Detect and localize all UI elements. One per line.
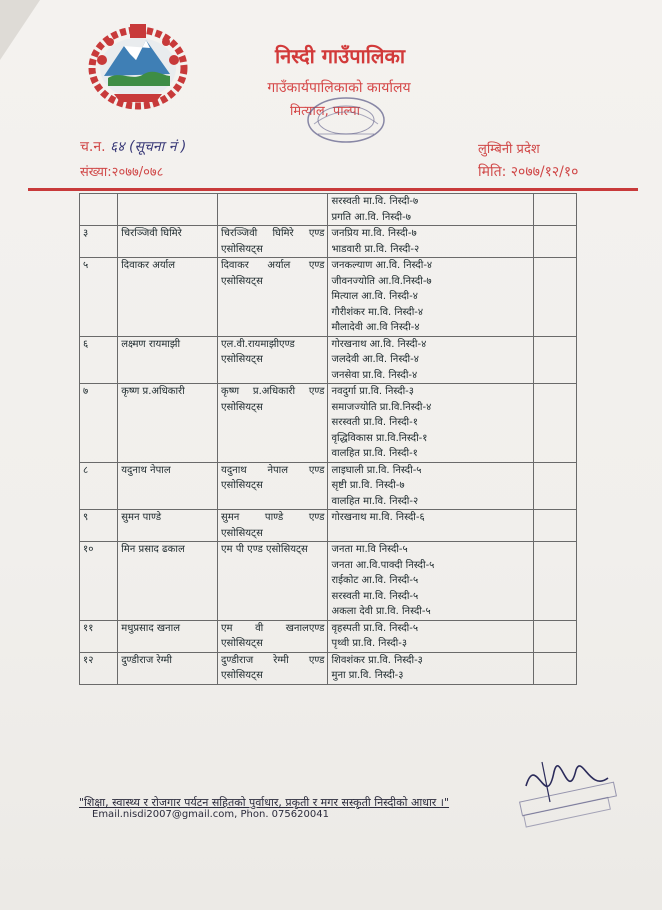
school-item: समाजज्योति प्रा.वि.निस्दी-४ bbox=[331, 401, 432, 413]
firm-name-cell bbox=[218, 510, 328, 542]
table-row bbox=[80, 542, 577, 621]
school-item: गोरखनाथ आ.वि. निस्दी-४ bbox=[331, 338, 427, 350]
firm-name-text: चिरञ्जिवी घिमिरे एण्ड एसोसियट्स bbox=[221, 228, 325, 255]
footer-contact: Email.nisdi2007@gmail.com, Phon. 075620041 bbox=[92, 809, 329, 820]
schools-cell bbox=[328, 542, 534, 621]
auditor-name-cell: कृष्ण प्र.अधिकारी bbox=[118, 384, 218, 463]
schools-cell bbox=[328, 510, 534, 542]
office-name: निस्दी गाउँपालिका bbox=[274, 44, 406, 68]
reference-handwritten: ६४ (सूचना नं ) bbox=[110, 139, 187, 155]
auditor-table bbox=[79, 193, 577, 685]
remark-cell bbox=[534, 194, 577, 226]
serial-number-cell: ११ bbox=[80, 620, 118, 652]
auditor-name-cell: मधुप्रसाद खनाल bbox=[118, 620, 218, 652]
office-subtitle: गाउँकार्यपालिकाको कार्यालय bbox=[267, 80, 411, 96]
serial-number-cell: १२ bbox=[80, 652, 118, 684]
firm-name-text: एम पी एण्ड एसोसियट्स bbox=[221, 544, 308, 555]
firm-name-text: दिवाकर अर्याल एण्ड एसोसियट्स bbox=[221, 260, 325, 287]
schools-cell bbox=[328, 384, 534, 463]
school-item: राईकोट आ.वि. निस्दी-५ bbox=[331, 575, 419, 586]
remark-cell bbox=[534, 384, 577, 463]
school-item: गोरखनाथ मा.वि. निस्दी-६ bbox=[331, 512, 425, 523]
auditor-name-cell: चिरञ्जिवी घिमिरे bbox=[118, 226, 218, 258]
fiscal-year-number: संख्या:२०७७/०७८ bbox=[80, 165, 164, 180]
serial-number-cell: ९ bbox=[80, 510, 118, 542]
serial-number-cell: ३ bbox=[80, 226, 118, 258]
table-row bbox=[80, 336, 577, 384]
nepal-emblem-icon bbox=[84, 16, 192, 112]
letter-date: मिति: २०७७/१२/१० bbox=[478, 164, 579, 180]
firm-name-text: कृष्ण प्र.अधिकारी एण्ड एसोसियट्स bbox=[221, 386, 325, 413]
firm-name-text: यदुनाथ नेपाल एण्ड एसोसियट्स bbox=[221, 464, 325, 491]
school-item: जनता मा.वि निस्दी-५ bbox=[331, 544, 408, 555]
remark-cell bbox=[534, 510, 577, 542]
firm-name-cell bbox=[218, 336, 328, 384]
serial-number-cell: ६ bbox=[80, 336, 118, 384]
page-fold bbox=[0, 0, 40, 60]
firm-name-cell bbox=[218, 384, 328, 463]
auditor-name-cell: दिवाकर अर्याल bbox=[118, 258, 218, 337]
school-item: वृद्धिविकास प्रा.वि.निस्दी-१ bbox=[331, 432, 428, 444]
school-item: सृष्टी प्रा.वि. निस्दी-७ bbox=[331, 480, 405, 491]
remark-cell bbox=[534, 226, 577, 258]
auditor-name-cell: यदुनाथ नेपाल bbox=[118, 462, 218, 510]
school-item: जलदेवी आ.वि. निस्दी-४ bbox=[331, 354, 419, 365]
remark-cell bbox=[534, 336, 577, 384]
school-item: सरस्वती मा.वि. निस्दी-७ bbox=[331, 196, 419, 207]
firm-name-text: एल.वी.रायमाझीएण्ड एसोसियट्स bbox=[221, 338, 295, 365]
school-item: सरस्वती मा.वि. निस्दी-५ bbox=[331, 590, 419, 602]
header-divider bbox=[28, 188, 638, 191]
firm-name-cell bbox=[218, 620, 328, 652]
schools-cell bbox=[328, 462, 534, 510]
school-item: जनता आ.वि.पाक्दी निस्दी-५ bbox=[331, 559, 435, 571]
school-item: लाइघाली प्रा.वि. निस्दी-५ bbox=[331, 464, 422, 476]
schools-cell bbox=[328, 258, 534, 337]
school-item: वालहित मा.वि. निस्दी-२ bbox=[331, 495, 419, 507]
schools-cell bbox=[328, 620, 534, 652]
school-item: अकला देवी प्रा.वि. निस्दी-५ bbox=[331, 606, 431, 617]
table-row bbox=[80, 462, 577, 510]
province: लुम्बिनी प्रदेश bbox=[478, 142, 540, 157]
table-row bbox=[80, 620, 577, 652]
table-row bbox=[80, 194, 577, 226]
table-row bbox=[80, 510, 577, 542]
serial-number-cell: ८ bbox=[80, 462, 118, 510]
firm-name-text: सुमन पाण्डे एण्ड एसोसियट्स bbox=[221, 512, 325, 539]
remark-cell bbox=[534, 542, 577, 621]
schools-cell bbox=[328, 194, 534, 226]
table-row bbox=[80, 652, 577, 684]
firm-name-cell bbox=[218, 226, 328, 258]
firm-name-text: दुण्डीराज रेग्मी एण्ड एसोसियट्स bbox=[221, 654, 325, 681]
firm-name-cell bbox=[218, 462, 328, 510]
school-item: जनसेवा प्रा.वि. निस्दी-४ bbox=[331, 369, 418, 381]
school-item: भाडवारी प्रा.वि. निस्दी-२ bbox=[331, 243, 420, 255]
firm-name-cell bbox=[218, 194, 328, 226]
school-item: मौलादेवी आ.वि निस्दी-४ bbox=[331, 322, 420, 333]
serial-number-cell: १० bbox=[80, 542, 118, 621]
table-row bbox=[80, 226, 577, 258]
office-location: मित्याल, पाल्पा bbox=[290, 104, 360, 119]
auditor-name-cell: मिन प्रसाद ढकाल bbox=[118, 542, 218, 621]
reference-number bbox=[80, 137, 186, 156]
schools-cell bbox=[328, 652, 534, 684]
office-seal-stamp-icon bbox=[300, 94, 390, 152]
school-item: गौरीशंकर मा.वि. निस्दी-४ bbox=[331, 306, 424, 318]
auditor-name-cell: लक्ष्मण रायमाझी bbox=[118, 336, 218, 384]
serial-number-cell bbox=[80, 194, 118, 226]
firm-name-cell bbox=[218, 258, 328, 337]
remark-cell bbox=[534, 258, 577, 337]
reference-label: च.न. bbox=[80, 139, 106, 155]
school-item: नवदुर्गा प्रा.वि. निस्दी-३ bbox=[331, 386, 414, 397]
table-row bbox=[80, 258, 577, 337]
school-item: सरस्वती प्रा.वि. निस्दी-१ bbox=[331, 417, 418, 428]
remark-cell bbox=[534, 652, 577, 684]
school-item: जनप्रिय मा.वि. निस्दी-७ bbox=[331, 228, 417, 239]
serial-number-cell: ५ bbox=[80, 258, 118, 337]
auditor-name-cell: सुमन पाण्डे bbox=[118, 510, 218, 542]
firm-name-cell bbox=[218, 542, 328, 621]
serial-number-cell: ७ bbox=[80, 384, 118, 463]
remark-cell bbox=[534, 620, 577, 652]
school-item: वृहस्पती प्रा.वि. निस्दी-५ bbox=[331, 622, 419, 634]
remark-cell bbox=[534, 462, 577, 510]
school-item: पृथ्वी प्रा.वि. निस्दी-३ bbox=[331, 638, 408, 649]
footer-slogan: "शिक्षा, स्वास्थ्य र रोजगार पर्यटन सहितको पुर्वाधार, प्रकृती र मगर सस्कृती निस्दीको आधार ।" bbox=[79, 796, 450, 809]
school-item: मुना प्रा.वि. निस्दी-३ bbox=[331, 670, 404, 681]
signature-stamp-icon bbox=[512, 742, 624, 828]
table-row bbox=[80, 384, 577, 463]
firm-name-cell bbox=[218, 652, 328, 684]
school-item: जीवनज्योति आ.वि.निस्दी-७ bbox=[331, 275, 432, 287]
schools-cell bbox=[328, 226, 534, 258]
school-item: प्रगति आ.वि. निस्दी-७ bbox=[331, 211, 411, 223]
schools-cell bbox=[328, 336, 534, 384]
auditor-name-cell: दुण्डीराज रेग्मी bbox=[118, 652, 218, 684]
auditor-name-cell bbox=[118, 194, 218, 226]
school-item: वालहित प्रा.वि. निस्दी-१ bbox=[331, 448, 418, 459]
firm-name-text: एम वी खनालएण्ड एसोसियट्स bbox=[221, 622, 325, 649]
school-item: जनकल्याण आ.वि. निस्दी-४ bbox=[331, 260, 433, 271]
school-item: शिवशंकर प्रा.वि. निस्दी-३ bbox=[331, 654, 423, 666]
school-item: मित्याल आ.वि. निस्दी-४ bbox=[331, 291, 418, 302]
